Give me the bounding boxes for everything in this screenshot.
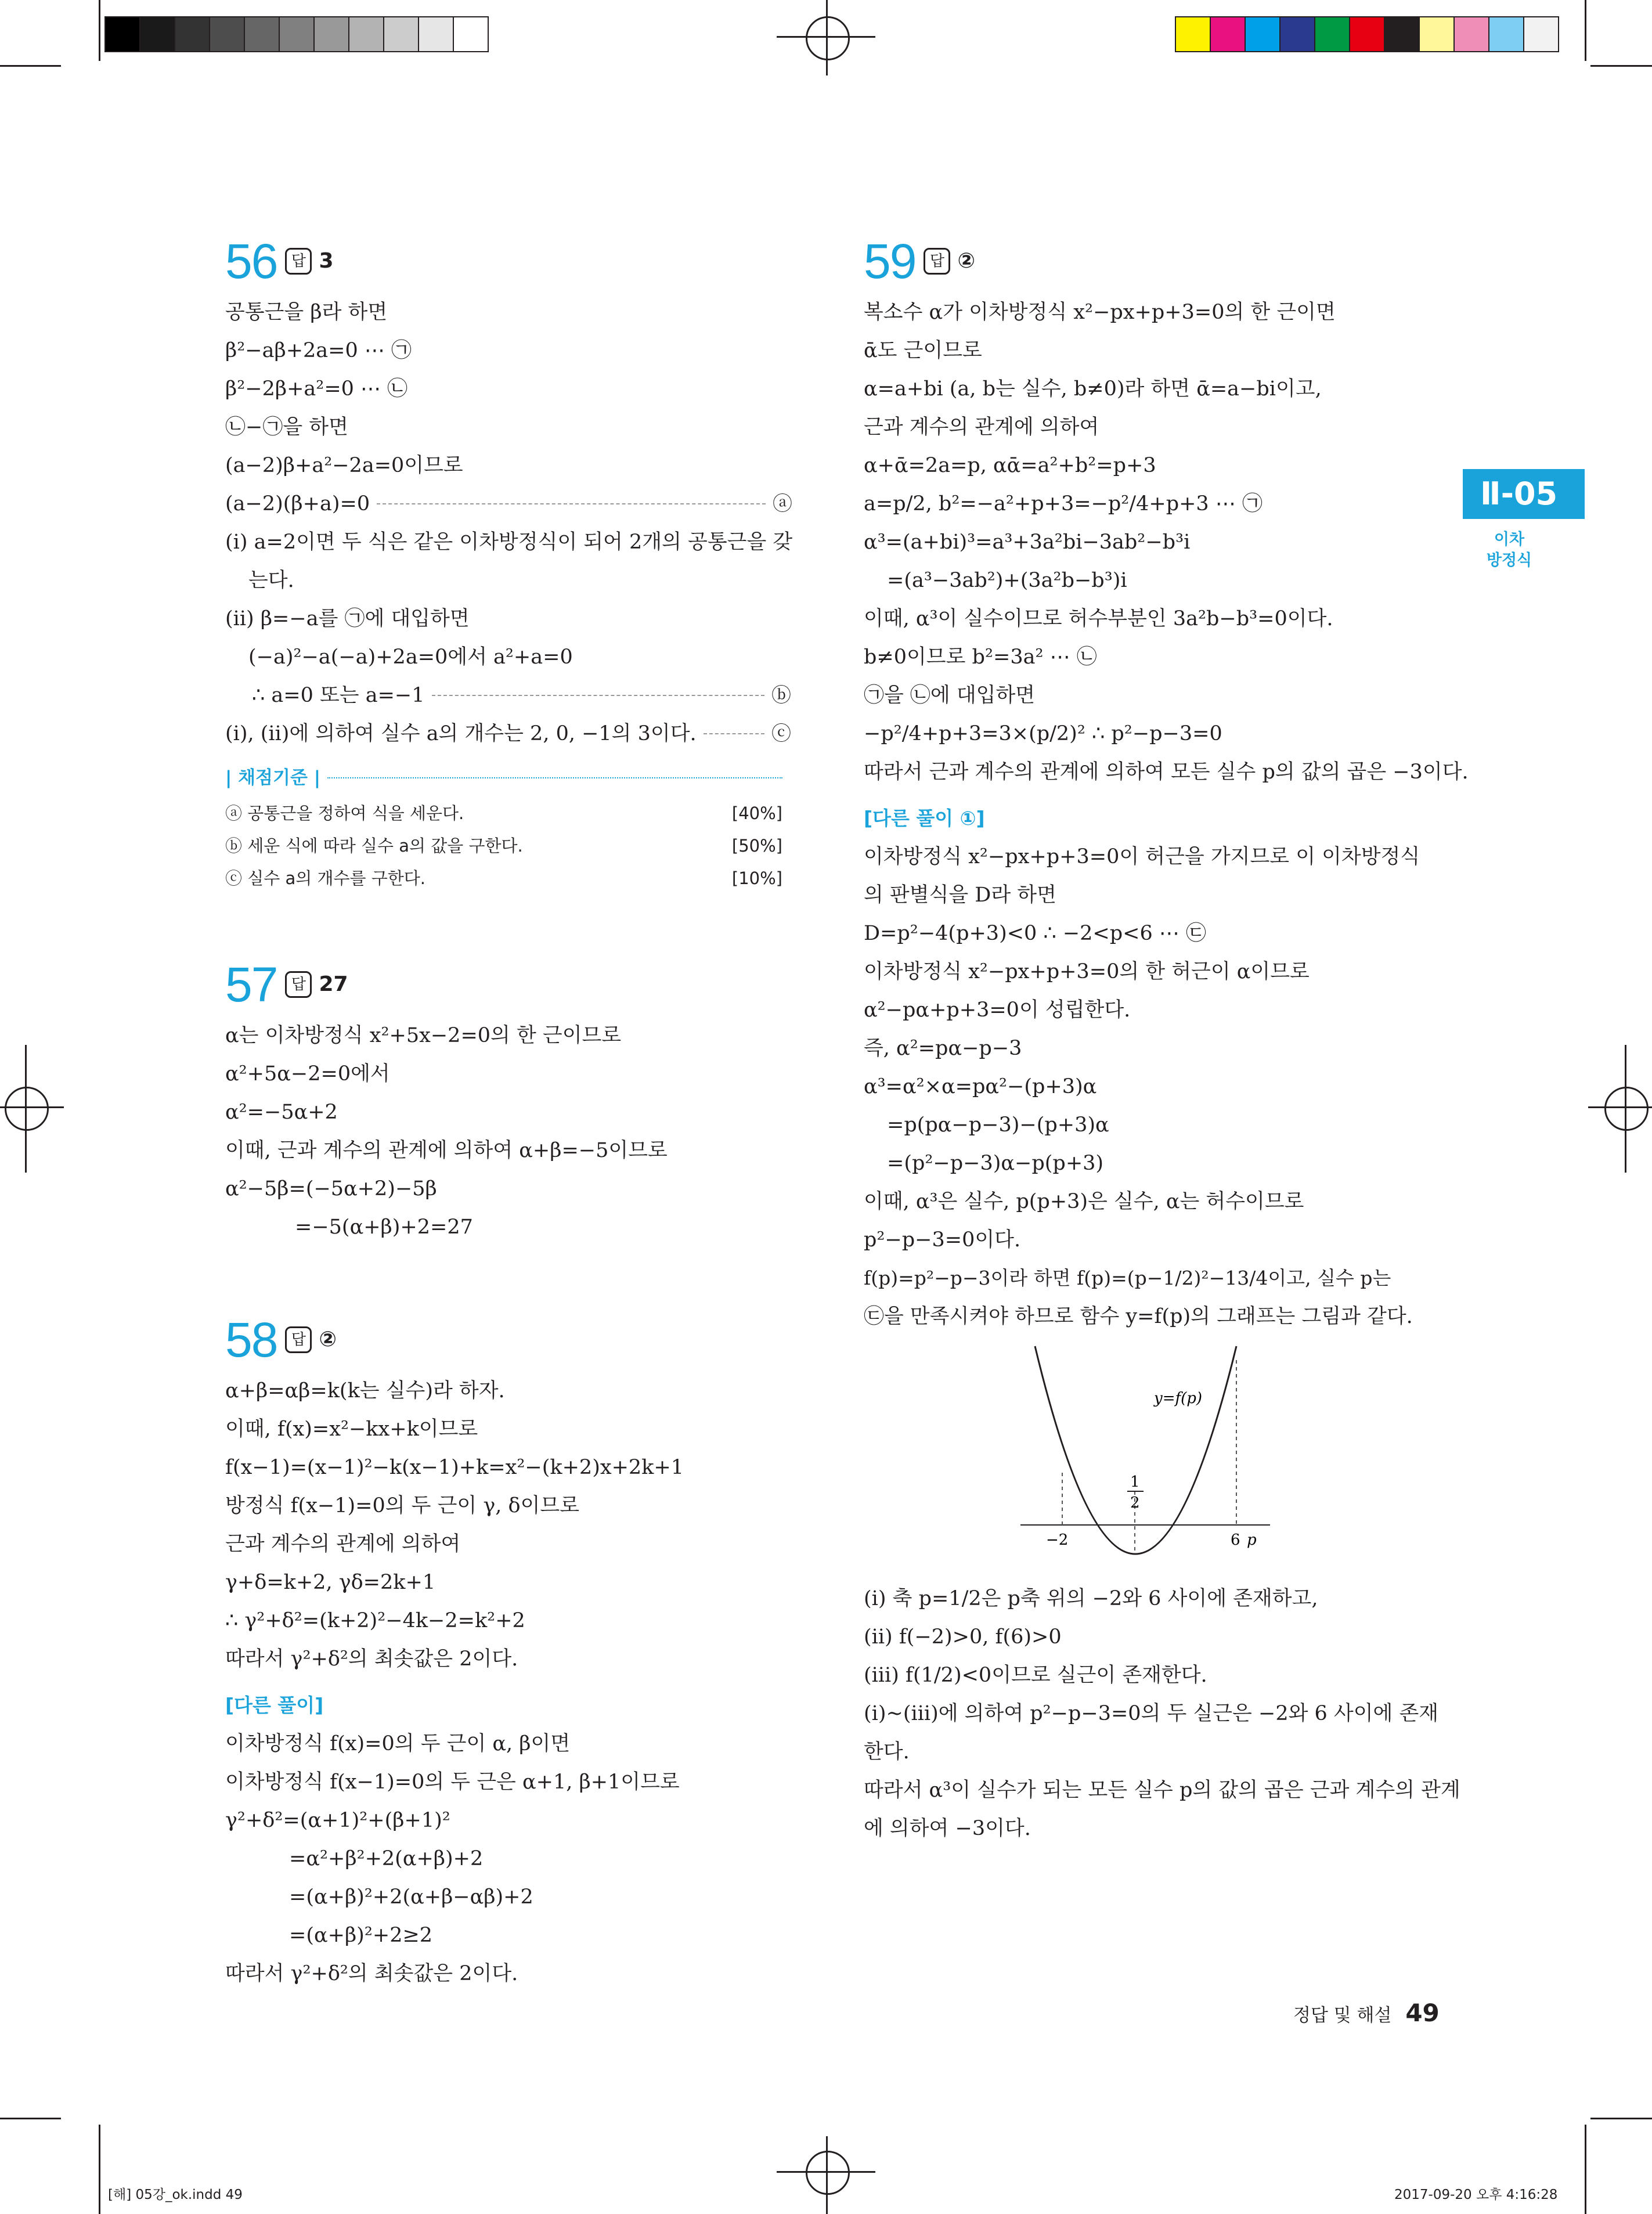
solution-line: α²−5β=(−5α+2)−5β xyxy=(225,1177,437,1200)
solution-line: 이차방정식 x²−px+p+3=0의 한 허근이 α이므로 xyxy=(864,960,1310,983)
solution-line: ᾱ도 근이므로 xyxy=(864,339,982,362)
solution-line: 이때, α³은 실수, p(p+3)은 실수, α는 허수이므로 xyxy=(864,1190,1304,1213)
solution-line: 이때, 근과 계수의 관계에 의하여 α+β=−5이므로 xyxy=(225,1139,668,1162)
solution-line: 따라서 γ²+δ²의 최솟값은 2이다. xyxy=(225,1962,518,1985)
answer-value: ② xyxy=(957,249,975,273)
solution-line: 한다. xyxy=(864,1740,910,1764)
slug-timestamp: 2017-09-20 오후 4:16:28 xyxy=(1394,2187,1558,2202)
leader-dashes xyxy=(704,733,764,734)
solution-line: (ⅰ)~(ⅲ)에 의하여 p²−p−3=0의 두 실근은 −2와 6 사이에 존재 xyxy=(864,1702,1439,1725)
registration-mark-line xyxy=(777,2171,875,2173)
color-swatch xyxy=(1420,17,1455,51)
half-label-denominator: 2 xyxy=(1130,1494,1140,1512)
problem-58-header xyxy=(225,1314,791,1372)
color-swatch xyxy=(280,17,315,51)
solution-line: =p(pα−p−3)−(p+3)α xyxy=(887,1113,1109,1137)
problem-57-header xyxy=(225,958,791,1016)
solution-line: =(a³−3ab²)+(3a²b−b³)i xyxy=(887,569,1127,592)
solution-line: γ²+δ²=(α+1)²+(β+1)² xyxy=(225,1809,450,1832)
color-swatch xyxy=(210,17,245,51)
problem-59-header xyxy=(864,235,1444,293)
problem-number: 58 xyxy=(225,1312,277,1367)
solution-line: α²=−5α+2 xyxy=(225,1101,338,1124)
color-swatch xyxy=(454,17,488,51)
solution-line: =α²+β²+2(α+β)+2 xyxy=(289,1847,484,1870)
registration-mark-line xyxy=(1625,1045,1626,1173)
grading-criterion: ⓒ 실수 a의 개수를 구한다. [10%] xyxy=(225,868,782,888)
solution-line: =−5(α+β)+2=27 xyxy=(295,1216,473,1239)
tick-label-left: −2 xyxy=(1046,1531,1069,1549)
problem-number: 59 xyxy=(864,234,916,289)
registration-mark-line xyxy=(25,1045,27,1173)
solution-line: (ⅰ) 축 p=1/2은 p축 위의 −2와 6 사이에 존재하고, xyxy=(864,1587,1318,1610)
grayscale-color-bar xyxy=(104,16,489,52)
crop-mark xyxy=(0,65,61,67)
solution-line: (ⅱ) f(−2)>0, f(6)>0 xyxy=(864,1625,1062,1649)
page-number: 49 xyxy=(1405,1999,1440,2027)
registration-mark-line xyxy=(826,2136,828,2214)
solution-line: p²−p−3=0이다. xyxy=(864,1228,1021,1252)
page-footer xyxy=(1293,1996,1440,2033)
color-swatch xyxy=(384,17,419,51)
solution-line: 이때, f(x)=x²−kx+k이므로 xyxy=(225,1418,478,1441)
grading-criterion: ⓐ 공통근을 정하여 식을 세운다. [40%] xyxy=(225,803,782,823)
answer-value: 27 xyxy=(319,972,348,996)
problem-56-header xyxy=(225,235,791,293)
solution-line-marked: (ⅰ), (ⅱ)에 의하여 실수 a의 개수는 2, 0, −1의 3이다. ⓒ xyxy=(225,715,791,753)
footer-label: 정답 및 해설 xyxy=(1293,2005,1392,2026)
grading-criteria-header: | 채점기준 | xyxy=(225,759,782,797)
solution-line: ㉡−㉠을 하면 xyxy=(225,416,348,439)
solution-line: 따라서 γ²+δ²의 최솟값은 2이다. xyxy=(225,1647,518,1671)
solution-line: =(α+β)²+2(α+β−αβ)+2 xyxy=(289,1885,533,1909)
color-swatch xyxy=(1246,17,1281,51)
solution-line-marked: (a−2)(β+a)=0 ⓐ xyxy=(225,492,792,515)
alt-solution-title: [다른 풀이 ①] xyxy=(864,807,985,830)
solution-line: ㉢을 만족시켜야 하므로 함수 y=f(p)의 그래프는 그림과 같다. xyxy=(864,1305,1413,1328)
solution-line: (−a)²−a(−a)+2a=0에서 a²+a=0 xyxy=(248,646,573,669)
solution-line: 즉, α²=pα−p−3 xyxy=(864,1037,1022,1060)
solution-line: α³=(a+bi)³=a³+3a²bi−3ab²−b³i xyxy=(864,531,1191,554)
solution-line: −p²/4+p+3=3×(p/2)² ∴ p²−p−3=0 xyxy=(864,722,1222,745)
crop-mark xyxy=(1585,0,1586,61)
answer-badge: 답 xyxy=(285,248,312,275)
color-swatch xyxy=(140,17,175,51)
solution-line: 따라서 근과 계수의 관계에 의하여 모든 실수 p의 값의 곱은 −3이다. xyxy=(864,760,1469,784)
solution-line: 에 의하여 −3이다. xyxy=(864,1817,1031,1840)
answer-badge: 답 xyxy=(924,248,950,275)
crop-mark xyxy=(99,2125,100,2214)
parabola-graph xyxy=(864,1339,1444,1571)
solution-line: 방정식 f(x−1)=0의 두 근이 γ, δ이므로 xyxy=(225,1494,580,1517)
color-swatch xyxy=(1315,17,1350,51)
color-swatch xyxy=(245,17,280,51)
solution-line: 이차방정식 f(x)=0의 두 근이 α, β이면 xyxy=(225,1732,571,1755)
color-swatch xyxy=(1489,17,1524,51)
solution-line: =(α+β)²+2≥2 xyxy=(289,1924,433,1947)
chapter-tab: Ⅱ-05 xyxy=(1463,469,1585,519)
solution-line: 공통근을 β라 하면 xyxy=(225,301,388,324)
color-swatch xyxy=(1281,17,1315,51)
solution-line: α³=α²×α=pα²−(p+3)α xyxy=(864,1075,1097,1098)
axis-variable-label: p xyxy=(1247,1531,1257,1549)
solution-line: (ⅲ) f(1/2)<0이므로 실근이 존재한다. xyxy=(864,1664,1207,1687)
grading-criterion: ⓑ 세운 식에 따라 실수 a의 값을 구한다. [50%] xyxy=(225,836,782,856)
solution-line: β²−2β+a²=0 ⋯ ㉡ xyxy=(225,377,408,401)
registration-mark-line xyxy=(1588,1106,1652,1108)
registration-mark-line xyxy=(826,0,828,75)
slug-filename: [해] 05강_ok.indd 49 xyxy=(108,2187,243,2202)
solution-line: (ⅰ) a=2이면 두 식은 같은 이차방정식이 되어 2개의 공통근을 갖 xyxy=(225,531,793,554)
registration-mark-line xyxy=(777,36,875,38)
solution-line: f(p)=p²−p−3이라 하면 f(p)=(p−1/2)²−13/4이고, 실수 p는 xyxy=(864,1267,1391,1289)
problem-number: 57 xyxy=(225,957,277,1012)
crop-mark xyxy=(1590,65,1652,67)
solution-line: (a−2)β+a²−2a=0이므로 xyxy=(225,454,463,477)
alt-solution-title: [다른 풀이] xyxy=(225,1694,324,1717)
solution-line: ㉠을 ㉡에 대입하면 xyxy=(864,684,1036,707)
solution-line: α²−pα+p+3=0이 성립한다. xyxy=(864,998,1131,1022)
solution-line: γ+δ=k+2, γδ=2k+1 xyxy=(225,1571,436,1594)
solution-line: β²−aβ+2a=0 ⋯ ㉠ xyxy=(225,339,412,362)
solution-line: 이차방정식 x²−px+p+3=0이 허근을 가지므로 이 이차방정식 xyxy=(864,845,1420,868)
solution-line: D=p²−4(p+3)<0 ∴ −2<p<6 ⋯ ㉢ xyxy=(864,922,1207,945)
solution-line: α+β=αβ=k(k는 실수)라 하자. xyxy=(225,1379,505,1402)
color-swatch xyxy=(106,17,140,51)
color-swatch xyxy=(1350,17,1385,51)
solution-line: 근과 계수의 관계에 의하여 xyxy=(864,416,1099,439)
solution-line: 따라서 α³이 실수가 되는 모든 실수 p의 값의 곱은 근과 계수의 관계 xyxy=(864,1779,1460,1802)
answer-value: ② xyxy=(319,1328,337,1351)
color-swatch xyxy=(175,17,210,51)
parabola-curve xyxy=(1035,1346,1236,1554)
solution-line: f(x−1)=(x−1)²−k(x−1)+k=x²−(k+2)x+2k+1 xyxy=(225,1456,684,1479)
color-swatch xyxy=(1176,17,1211,51)
solution-line: 이차방정식 f(x−1)=0의 두 근은 α+1, β+1이므로 xyxy=(225,1771,680,1794)
solution-line: 는다. xyxy=(248,569,294,592)
leader-dashes xyxy=(432,695,764,696)
left-column xyxy=(225,235,791,1993)
solution-line: 근과 계수의 관계에 의하여 xyxy=(225,1533,461,1556)
crop-mark xyxy=(99,0,100,61)
registration-mark-icon xyxy=(806,2151,850,2195)
solution-line: α=a+bi (a, b는 실수, b≠0)라 하면 ᾱ=a−bi이고, xyxy=(864,377,1322,401)
solution-line: =(p²−p−3)α−p(p+3) xyxy=(887,1152,1104,1175)
criterion-mark: ⓐ xyxy=(773,492,792,515)
solution-line: α+ᾱ=2a=p, αᾱ=a²+b²=p+3 xyxy=(864,454,1156,477)
problem-number: 56 xyxy=(225,234,277,289)
criterion-mark: ⓑ xyxy=(771,684,791,707)
right-column xyxy=(864,234,1469,1848)
color-swatch xyxy=(419,17,454,51)
solution-line-marked: ∴ a=0 또는 a=−1 ⓑ xyxy=(225,676,791,715)
answer-badge: 답 xyxy=(285,971,312,998)
chapter-subtitle: 이차 방정식 xyxy=(1486,531,1532,569)
solution-line: 이때, α³이 실수이므로 허수부분인 3a²b−b³=0이다. xyxy=(864,607,1333,630)
leader-dashes xyxy=(377,503,766,504)
color-swatch xyxy=(1211,17,1246,51)
crop-mark xyxy=(0,2118,61,2119)
crop-mark xyxy=(1585,2125,1586,2214)
solution-line: 복소수 α가 이차방정식 x²−px+p+3=0의 한 근이면 xyxy=(864,301,1336,324)
tick-label-right: 6 xyxy=(1231,1531,1240,1549)
answer-badge: 답 xyxy=(285,1326,312,1353)
solution-line: a=p/2, b²=−a²+p+3=−p²/4+p+3 ⋯ ㉠ xyxy=(864,492,1263,515)
criterion-mark: ⓒ xyxy=(771,722,791,745)
registration-mark-icon xyxy=(1604,1087,1649,1131)
color-swatch xyxy=(349,17,384,51)
solution-line: b≠0이므로 b²=3a² ⋯ ㉡ xyxy=(864,646,1097,669)
crop-mark xyxy=(1590,2118,1652,2119)
registration-mark-icon xyxy=(806,16,850,60)
color-swatch xyxy=(1524,17,1558,51)
solution-line: 의 판별식을 D라 하면 xyxy=(864,884,1056,907)
solution-line: α²+5α−2=0에서 xyxy=(225,1062,390,1086)
color-swatch xyxy=(1455,17,1489,51)
solution-line: ∴ γ²+δ²=(k+2)²−4k−2=k²+2 xyxy=(225,1609,525,1632)
color-swatch xyxy=(1385,17,1420,51)
registration-mark-line xyxy=(0,1106,64,1108)
solution-line: α는 이차방정식 x²+5x−2=0의 한 근이므로 xyxy=(225,1024,622,1047)
half-label-numerator: 1 xyxy=(1130,1473,1140,1491)
curve-label: y=f(p) xyxy=(1154,1390,1203,1407)
process-color-bar xyxy=(1175,16,1559,52)
registration-mark-icon xyxy=(5,1087,49,1131)
solution-line: (ⅱ) β=−a를 ㉠에 대입하면 xyxy=(225,607,470,630)
answer-value: 3 xyxy=(319,249,334,273)
color-swatch xyxy=(315,17,349,51)
